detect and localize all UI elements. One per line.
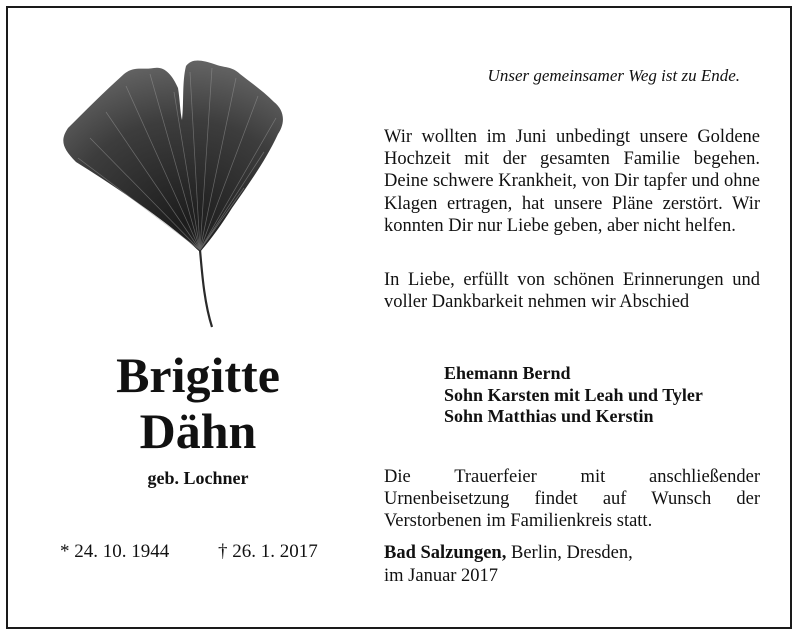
family-list: [444, 363, 703, 428]
city-main: Bad Salzungen,: [384, 543, 507, 563]
death-date: † 26. 1. 2017: [218, 541, 318, 562]
notice-date: im Januar 2017: [384, 566, 499, 586]
message-paragraph: Wir wollten im Juni unbedingt unsere Goldene Hochzeit mit der gesamten Familie begehen. Deine schwere Krankheit, von Dir tapfer und ohne Klagen ertragen, hat unsere Pläne zerstört. Wir konnten Dir nur Liebe geben, aber nicht helfen.: [384, 127, 760, 236]
maiden-name: geb. Lochner: [147, 468, 249, 488]
deceased-first-name: Brigitte: [116, 347, 280, 403]
obituary-notice: [6, 6, 792, 629]
family-member: Ehemann Bernd: [444, 363, 571, 383]
place-date: [384, 542, 633, 588]
deceased-last-name: Dähn: [139, 403, 257, 459]
city-others: Berlin, Dresden,: [506, 543, 633, 563]
motto: Unser gemeinsamer Weg ist zu Ende.: [487, 66, 740, 85]
farewell-paragraph: In Liebe, erfüllt von schönen Erinnerungen und voller Dankbarkeit nehmen wir Abschied: [384, 270, 760, 313]
family-member: Sohn Karsten mit Leah und Tyler: [444, 384, 703, 405]
ginkgo-leaf-icon: [54, 52, 294, 332]
ceremony-paragraph: Die Trauerfeier mit anschließender Urnenbeisetzung findet auf Wunsch der Verstorbenen im Familienkreis statt.: [384, 467, 760, 532]
family-member: Sohn Matthias und Kerstin: [444, 406, 654, 426]
birth-date: * 24. 10. 1944: [60, 541, 170, 562]
